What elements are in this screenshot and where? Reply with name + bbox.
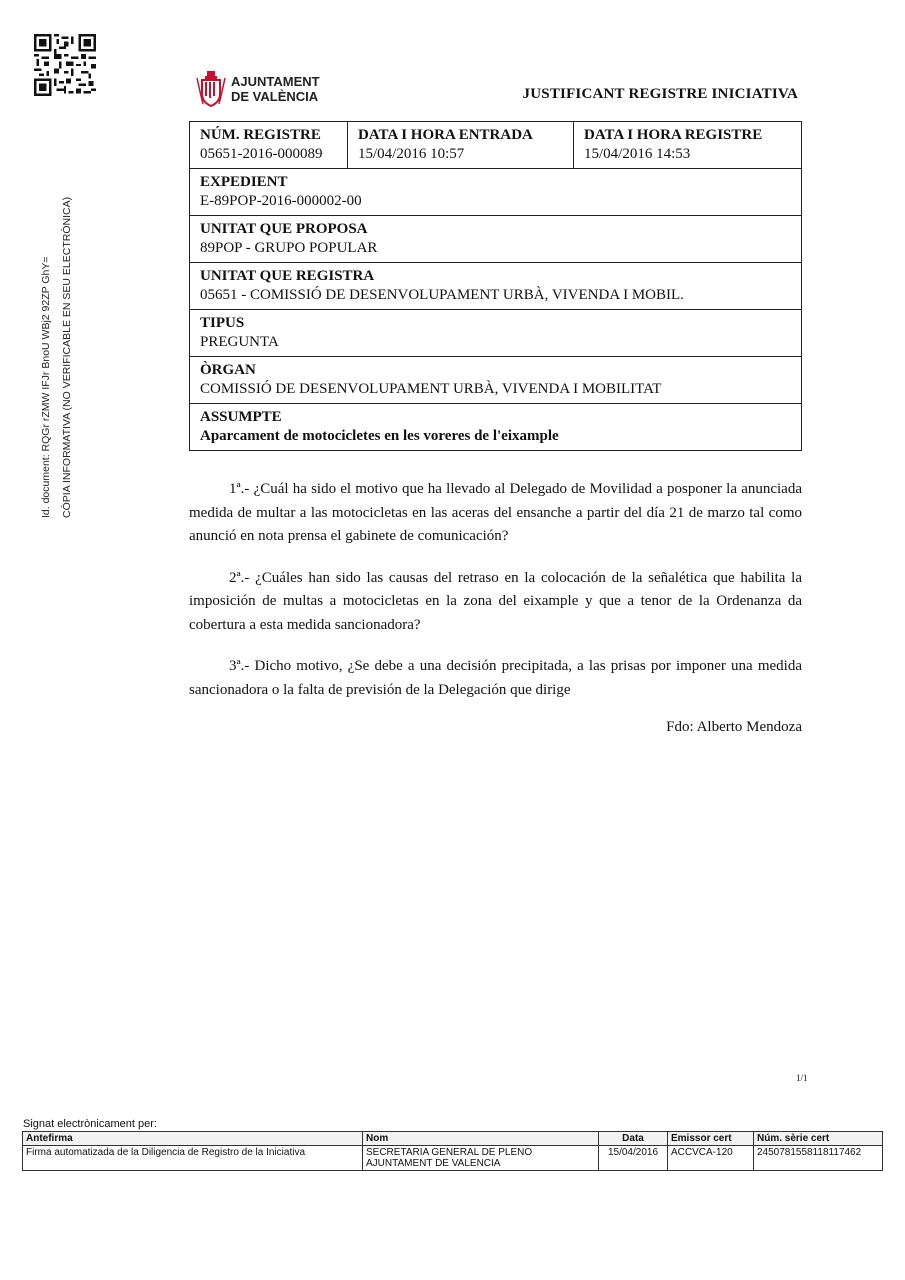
crest-icon xyxy=(196,70,226,108)
data-entrada-value: 15/04/2016 10:57 xyxy=(358,146,465,162)
logo-line-2: DE VALÈNCIA xyxy=(231,89,319,104)
question-1: 1ª.- ¿Cuál ha sido el motivo que ha llevado al Delegado de Movilidad a posponer la anunciada medida de multar a las motocicletas en las aceras del ensanche a partir del día 21 de marzo tal como anunció en nota prensa el gabinete de comunicación? xyxy=(189,481,802,544)
unitat-registra-value: 05651 - COMISSIÓ DE DESENVOLUPAMENT URBÀ, VIVENDA I MOBIL. xyxy=(200,287,684,303)
sig-data: 15/04/2016 xyxy=(599,1146,668,1171)
signature-row xyxy=(23,1146,883,1171)
expedient-value: E-89POP-2016-000002-00 xyxy=(200,193,362,209)
expedient-cell xyxy=(190,169,802,216)
num-registre-cell xyxy=(190,122,348,169)
qr-code xyxy=(34,34,96,96)
sig-antefirma: Firma automatizada de la Diligencia de Registro de la Iniciativa xyxy=(23,1146,363,1171)
question-body xyxy=(189,478,802,720)
unitat-proposa-cell xyxy=(190,216,802,263)
col-antefirma: Antefirma xyxy=(23,1132,363,1146)
assumpte-value: Aparcament de motocicletes en les voreres de l'eixample xyxy=(200,428,559,444)
num-registre-value: 05651-2016-000089 xyxy=(200,146,323,162)
organ-label: ÒRGAN xyxy=(200,362,256,378)
question-3: 3ª.- Dicho motivo, ¿Se debe a una decisión precipitada, a las prisas por imponer una medida sancionadora o la falta de previsión de la Delegación que dirige xyxy=(189,658,802,698)
data-registre-cell xyxy=(574,122,802,169)
signature-caption: Signat electrònicament per: xyxy=(23,1118,157,1130)
tipus-cell xyxy=(190,310,802,357)
sig-emissor: ACCVCA-120 xyxy=(668,1146,754,1171)
unitat-registra-label: UNITAT QUE REGISTRA xyxy=(200,268,375,284)
sig-serie: 2450781558118117462 xyxy=(754,1146,883,1171)
col-nom: Nom xyxy=(363,1132,599,1146)
side-notes xyxy=(36,178,86,518)
unitat-registra-cell xyxy=(190,263,802,310)
col-emissor: Emissor cert xyxy=(668,1132,754,1146)
col-serie: Núm. sèrie cert xyxy=(754,1132,883,1146)
sig-nom-line-2: AJUNTAMENT DE VALENCIA xyxy=(366,1158,501,1169)
unitat-proposa-value: 89POP - GRUPO POPULAR xyxy=(200,240,378,256)
registry-table xyxy=(189,121,802,451)
num-registre-label: NÚM. REGISTRE xyxy=(200,127,321,143)
col-data: Data xyxy=(599,1132,668,1146)
page-number: 1/1 xyxy=(796,1073,808,1083)
sig-nom xyxy=(363,1146,599,1171)
data-registre-label: DATA I HORA REGISTRE xyxy=(584,127,763,143)
id-document: Id. document: RQGr rZMW IFJr BnoU WBj2 92ZP GhY= xyxy=(40,256,52,518)
organ-cell xyxy=(190,357,802,404)
unitat-proposa-label: UNITAT QUE PROPOSA xyxy=(200,221,368,237)
organ-value: COMISSIÓ DE DESENVOLUPAMENT URBÀ, VIVENDA I MOBILITAT xyxy=(200,381,662,397)
document-title: JUSTIFICANT REGISTRE INICIATIVA xyxy=(522,86,798,102)
copy-notice: CÒPIA INFORMATIVA (NO VERIFICABLE EN SEU ELECTRÒNICA) xyxy=(61,196,73,518)
logo-line-1: AJUNTAMENT xyxy=(231,74,320,89)
city-logo xyxy=(196,70,320,108)
tipus-label: TIPUS xyxy=(200,315,245,331)
signature-line: Fdo: Alberto Mendoza xyxy=(666,719,802,735)
data-entrada-cell xyxy=(348,122,574,169)
assumpte-cell xyxy=(190,404,802,451)
sig-nom-line-1: SECRETARIA GENERAL DE PLENO xyxy=(366,1147,533,1158)
data-registre-value: 15/04/2016 14:53 xyxy=(584,146,691,162)
signature-header-row xyxy=(23,1132,883,1146)
data-entrada-label: DATA I HORA ENTRADA xyxy=(358,127,533,143)
question-2: 2ª.- ¿Cuáles han sido las causas del retraso en la colocación de la señalética que habilita la imposición de multas a motocicletas en la zona del eixample y que a tenor de la Ordenanza da cobertura a esta medida sancionadora? xyxy=(189,569,802,633)
expedient-label: EXPEDIENT xyxy=(200,174,288,190)
assumpte-label: ASSUMPTE xyxy=(200,409,282,425)
tipus-value: PREGUNTA xyxy=(200,334,279,350)
signature-table xyxy=(22,1131,883,1171)
